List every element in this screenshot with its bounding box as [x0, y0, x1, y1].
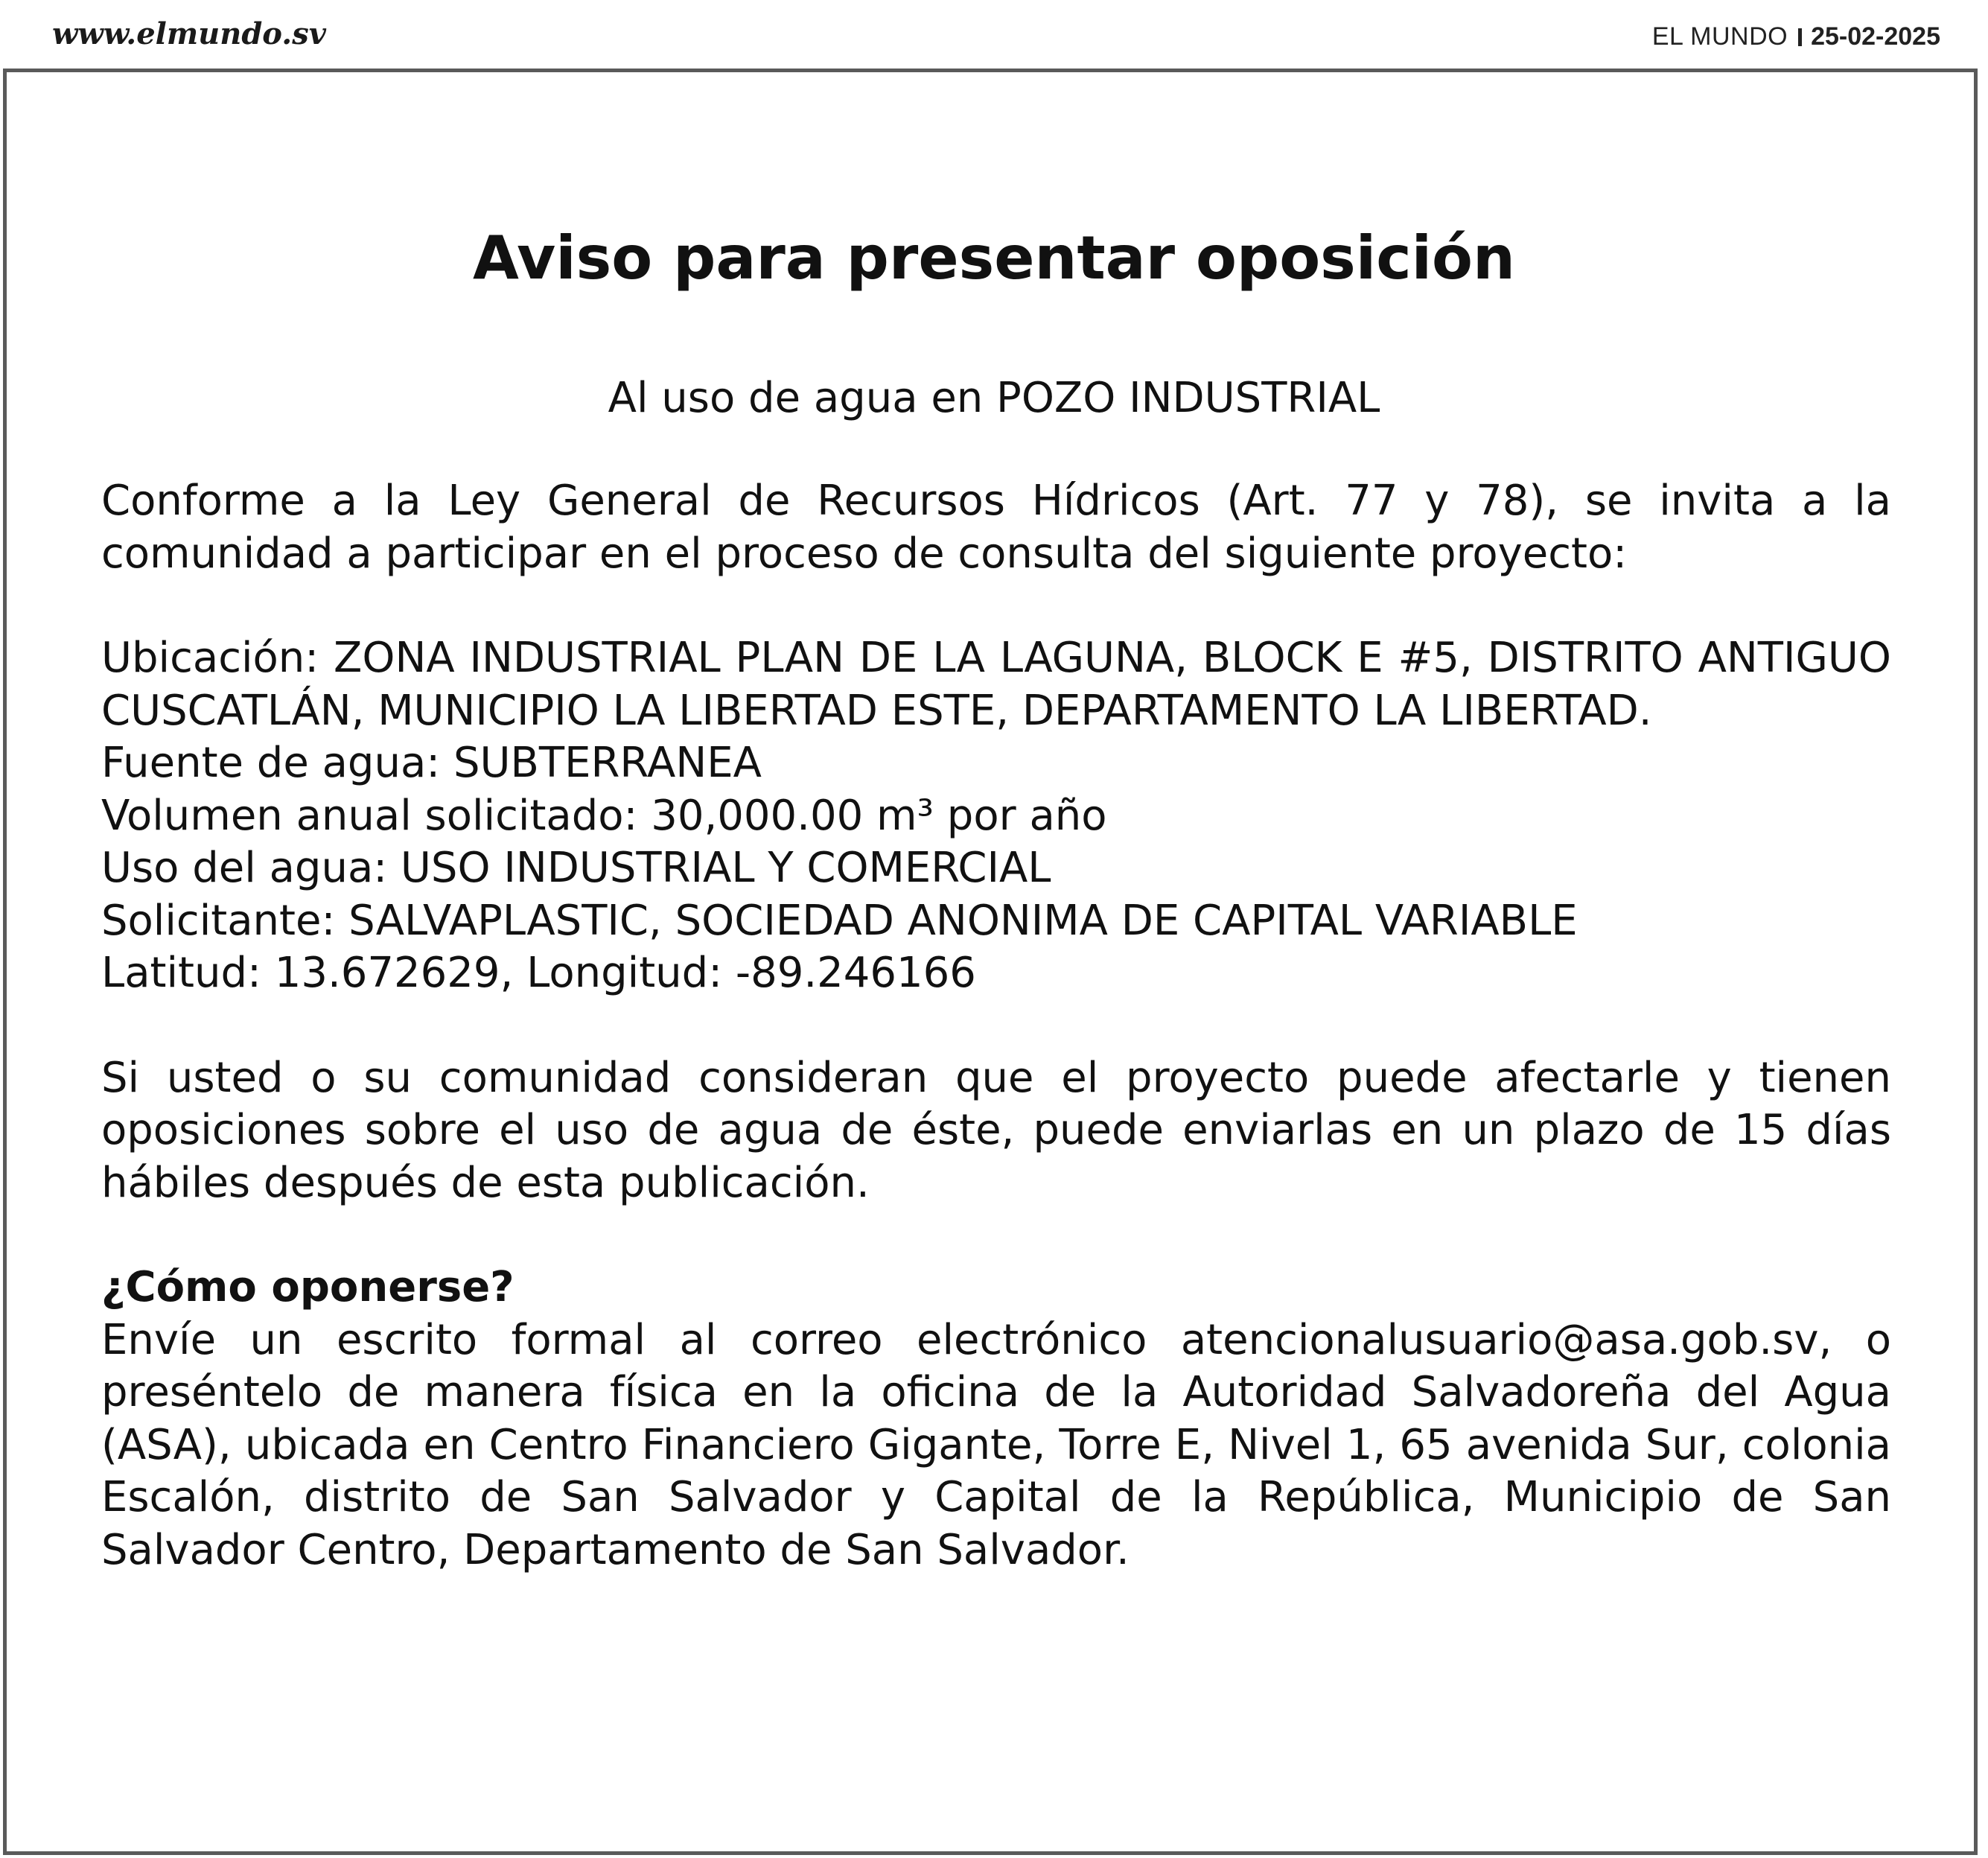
annual-volume-field: Volumen anual solicitado: 30,000.00 m³ por año: [101, 791, 1107, 840]
water-use-field: Uso del agua: USO INDUSTRIAL Y COMERCIAL: [101, 844, 1051, 892]
masthead-separator: [1798, 28, 1802, 46]
location-field: Ubicación: ZONA INDUSTRIAL PLAN DE LA LAGUNA, BLOCK E #5, DISTRITO ANTIGUO CUSCATLÁN, MUNICIPIO LA LIBERTAD ESTE, DEPARTAMENTO LA LIBERTAD.: [101, 634, 1891, 735]
publication-date: 25-02-2025: [1811, 22, 1940, 51]
how-to-oppose-heading: ¿Cómo oponerse?: [101, 1263, 514, 1311]
intro-paragraph: Conforme a la Ley General de Recursos Hídricos (Art. 77 y 78), se invita a la comunidad a participar en el proceso de consulta del siguiente proyecto:: [101, 477, 1891, 578]
how-to-oppose-paragraph: Envíe un escrito formal al correo electrónico atencionalusuario@asa.gob.sv, o preséntelo de manera física en la oficina de la Autoridad Salvadoreña del Agua (ASA), ubicada en Centro Financiero Gigante, Torre E, Nivel 1, 65 avenida Sur, colonia Escalón, distrito de San Salvador y Capital de la República, Municipio de San Salvador Centro, Departamento de San Salvador.: [101, 1315, 1891, 1574]
applicant-field: Solicitante: SALVAPLASTIC, SOCIEDAD ANONIMA DE CAPITAL VARIABLE: [101, 896, 1578, 945]
spacer: [101, 1209, 1891, 1262]
deadline-paragraph: Si usted o su comunidad consideran que el proyecto puede afectarle y tienen oposiciones sobre el uso de agua de éste, puede enviarlas en un plazo de 15 días hábiles después de esta publicación.: [101, 1053, 1891, 1207]
publication-name: EL MUNDO: [1651, 22, 1788, 51]
masthead: [1652, 22, 1940, 51]
notice-subtitle: Al uso de agua en POZO INDUSTRIAL: [608, 374, 1380, 422]
site-url[interactable]: www.elmundo.sv: [52, 16, 326, 51]
water-source-field: Fuente de agua: SUBTERRANEA: [101, 739, 762, 787]
spacer: [101, 1000, 1891, 1052]
notice-body: [101, 475, 1891, 1577]
spacer: [101, 580, 1891, 632]
notice-title: Aviso para presentar oposición: [473, 223, 1515, 293]
coordinates-field: Latitud: 13.672629, Longitud: -89.246166: [101, 949, 976, 997]
